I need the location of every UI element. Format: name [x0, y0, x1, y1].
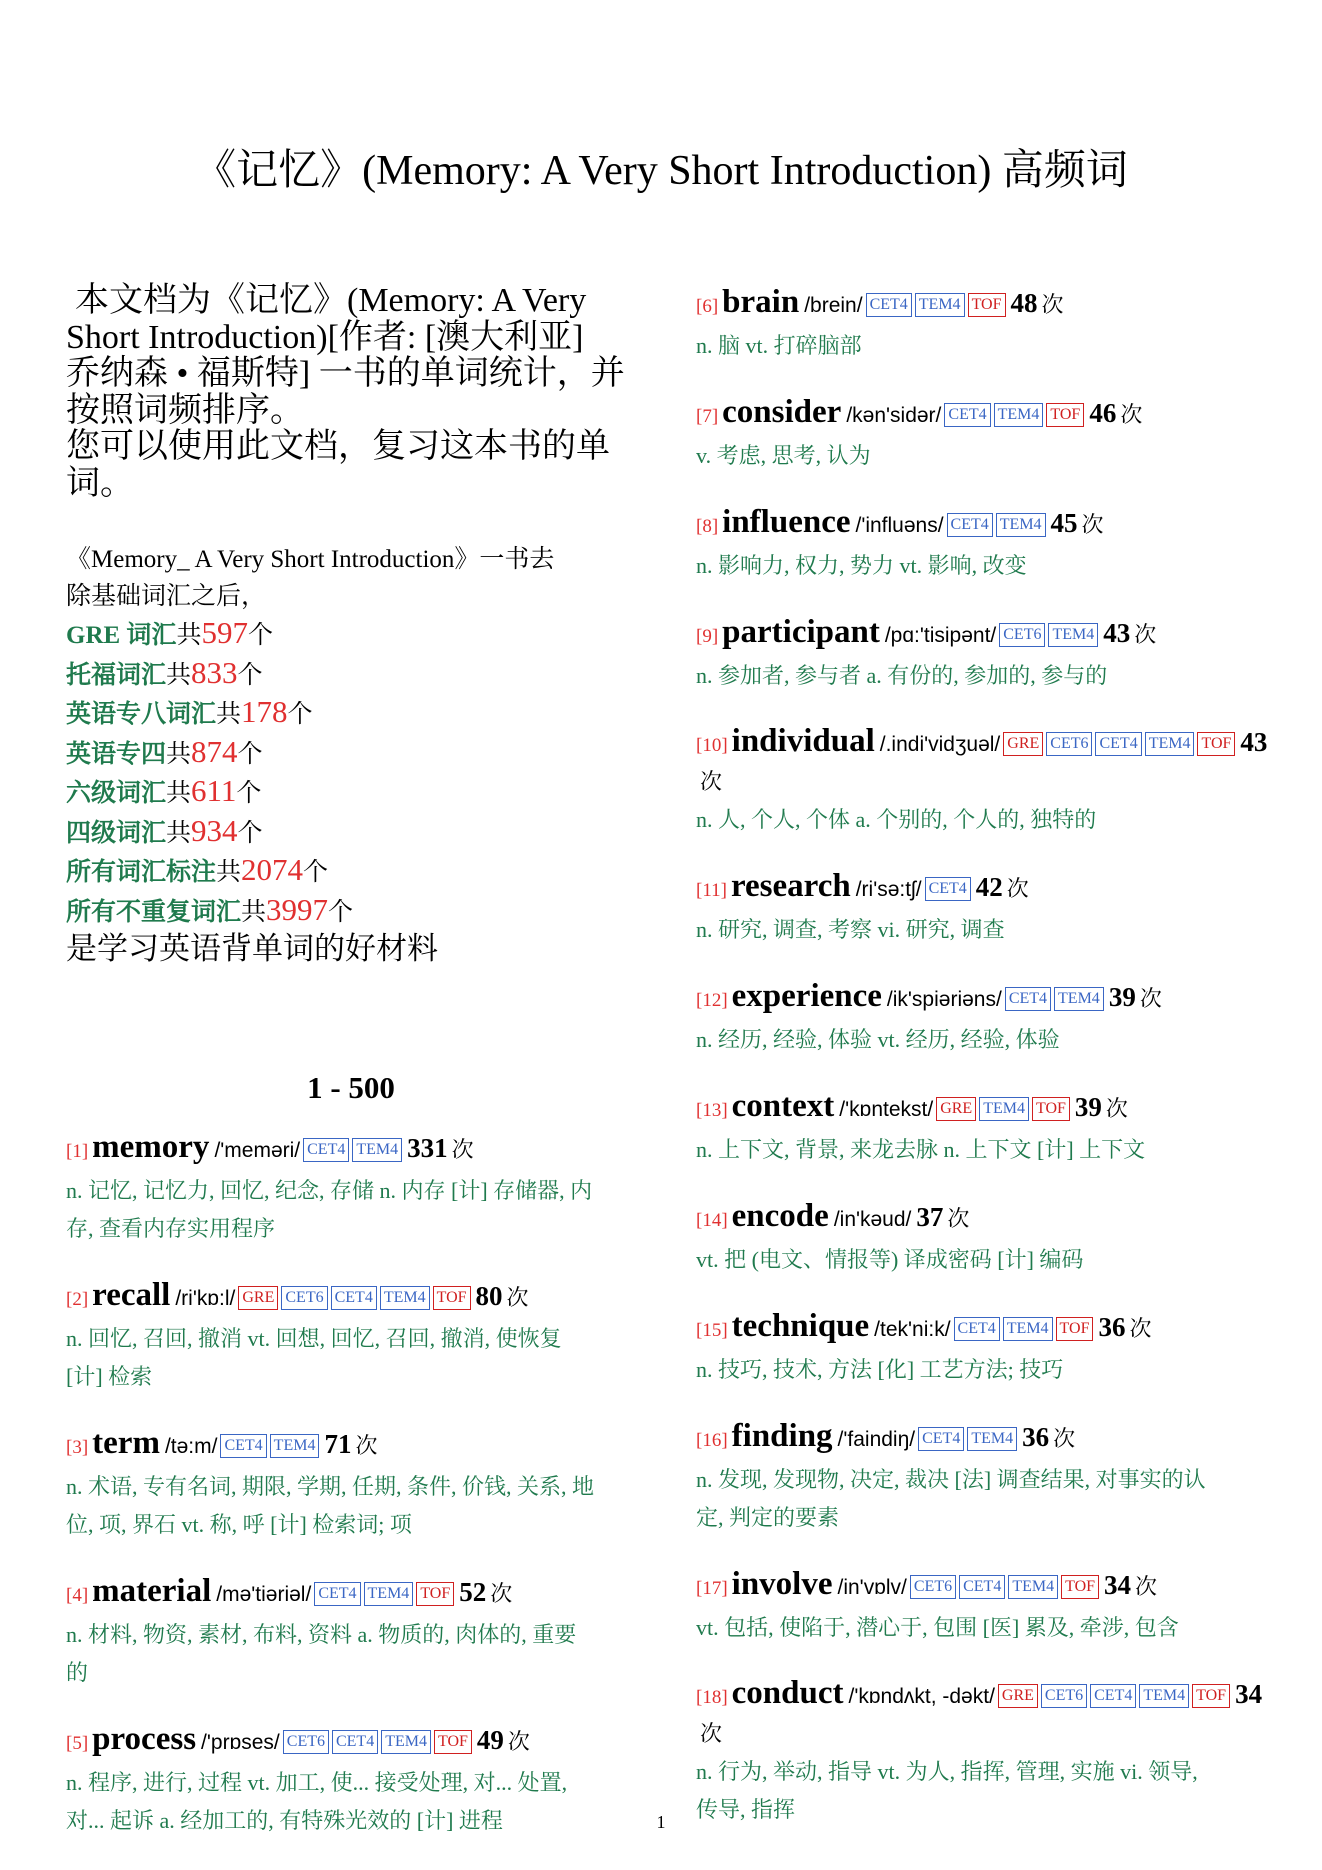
stat-label: 英语专四	[66, 740, 167, 768]
entry-count-unit: 次	[1139, 986, 1162, 1011]
entry-definition: n. 研究, 调查, 考察 vi. 研究, 调查	[696, 917, 1005, 942]
entry-word: involve	[731, 1566, 833, 1602]
entry-count-unit: 次	[1041, 292, 1064, 317]
entry-word: material	[92, 1572, 212, 1609]
exam-tag: CET6	[1041, 1684, 1087, 1708]
word-entry	[66, 1276, 636, 1395]
exam-tag: TEM4	[994, 403, 1044, 427]
stat-label: 所有词汇标注	[66, 859, 217, 886]
entry-definition: n. 发现, 发现物, 决定, 裁决 [法] 调查结果, 对事实的认	[696, 1467, 1206, 1492]
entry-index: [8]	[696, 516, 719, 537]
entry-word: memory	[92, 1128, 210, 1165]
exam-tag: CET4	[314, 1582, 360, 1606]
entry-head	[696, 283, 1276, 326]
word-entry	[696, 393, 1276, 474]
exam-tag: TOF	[1046, 403, 1084, 427]
exam-tag: TEM4	[979, 1097, 1029, 1121]
entry-head	[696, 723, 1276, 800]
entry-head	[66, 1128, 636, 1171]
word-entry	[66, 1128, 636, 1247]
entry-list-left	[66, 1128, 636, 1839]
exam-tag: TEM4	[1139, 1684, 1189, 1708]
entry-definition: n. 术语, 专有名词, 期限, 学期, 任期, 条件, 价钱, 关系, 地	[66, 1473, 595, 1499]
stat-unit: 个	[236, 780, 262, 807]
entry-index: [12]	[696, 990, 728, 1011]
entry-definition: n. 材料, 物资, 素材, 布料, 资料 a. 物质的, 肉体的, 重要	[66, 1621, 577, 1647]
entry-head	[696, 1675, 1276, 1752]
entry-pronunciation: /ri'sə:tʃ/	[855, 878, 922, 901]
entry-definition: [计] 检索	[66, 1363, 153, 1389]
stat-line	[66, 734, 636, 774]
stat-line	[66, 773, 636, 813]
exam-tag: TEM4	[1003, 1317, 1053, 1341]
entry-head	[696, 1417, 1276, 1460]
stat-connector: 共	[216, 859, 242, 886]
entry-index: [5]	[66, 1732, 89, 1754]
entry-word: experience	[731, 978, 882, 1014]
entry-count-unit: 次	[490, 1580, 513, 1606]
stat-unit: 个	[303, 859, 329, 886]
stat-unit: 个	[287, 701, 313, 728]
entry-count: 43	[1240, 727, 1268, 757]
entry-count: 42	[975, 872, 1003, 902]
exam-tag: CET4	[1090, 1684, 1136, 1708]
entry-index: [17]	[696, 1578, 728, 1599]
entry-count-unit: 次	[355, 1432, 378, 1458]
stat-count: 934	[191, 812, 238, 848]
right-column	[696, 283, 1276, 1857]
entry-count-unit: 次	[700, 1721, 723, 1746]
entry-count: 46	[1089, 398, 1117, 428]
exam-tag: GRE	[998, 1684, 1038, 1708]
stat-unit: 个	[237, 819, 263, 847]
exam-tag: TEM4	[270, 1434, 320, 1458]
entry-word: encode	[731, 1198, 829, 1234]
word-entry	[696, 1307, 1276, 1388]
word-entry	[696, 723, 1276, 838]
exam-tag: CET4	[220, 1434, 266, 1458]
exam-tag: TEM4	[380, 1286, 430, 1310]
exam-tag: CET4	[332, 1730, 378, 1754]
stat-list	[66, 615, 636, 931]
stat-unit: 个	[328, 898, 354, 926]
entry-count-unit: 次	[507, 1728, 530, 1754]
intro-line: 乔纳森 • 福斯特] 一书的单词统计，并	[66, 355, 625, 392]
entry-pronunciation: /tə:m/	[164, 1434, 218, 1458]
stat-connector: 共	[166, 819, 192, 847]
stat-connector: 共	[166, 780, 192, 807]
page-title: 《记忆》(Memory: A Very Short Introduction) 高频词	[194, 148, 1128, 194]
entry-definition: n. 经历, 经验, 体验 vt. 经历, 经验, 体验	[696, 1027, 1060, 1052]
entry-definition: vt. 把 (电文、情报等) 译成密码 [计] 编码	[696, 1247, 1084, 1272]
entry-count-unit: 次	[947, 1206, 970, 1231]
entry-index: [11]	[696, 880, 727, 901]
exam-tag: CET6	[910, 1575, 956, 1599]
entry-count-unit: 次	[1006, 876, 1029, 901]
intro-line: 您可以使用此文档，复习这本书的单	[66, 428, 610, 465]
entry-definition: vt. 包括, 使陷于, 潜心于, 包围 [医] 累及, 牵涉, 包含	[696, 1615, 1179, 1640]
word-entry	[696, 867, 1276, 948]
entry-count: 45	[1050, 508, 1078, 538]
entry-index: [1]	[66, 1140, 89, 1162]
intro-line: 词。	[66, 464, 134, 502]
entry-count: 49	[476, 1724, 504, 1755]
entry-index: [14]	[696, 1210, 728, 1231]
exam-tag: GRE	[238, 1286, 278, 1310]
entry-head	[696, 1087, 1276, 1130]
entry-word: consider	[722, 394, 842, 430]
entry-pronunciation: /'kɒndʌkt, -dəkt/	[848, 1685, 995, 1708]
entry-count-unit: 次	[1135, 1574, 1158, 1599]
entry-count: 331	[407, 1132, 448, 1163]
exam-tag: CET4	[944, 403, 990, 427]
entry-definition: n. 回忆, 召回, 撤消 vt. 回想, 回忆, 召回, 撤消, 使恢复	[66, 1325, 562, 1351]
entry-word: recall	[92, 1276, 171, 1313]
stat-unit: 个	[237, 740, 263, 768]
entry-count: 48	[1010, 288, 1038, 318]
entry-definition: 定, 判定的要素	[696, 1505, 840, 1530]
stat-label: GRE 词汇	[66, 622, 177, 649]
entry-count-unit: 次	[1081, 512, 1104, 537]
entry-pronunciation: /'faindiŋ/	[837, 1428, 916, 1451]
entry-index: [7]	[696, 406, 719, 427]
exam-tag: CET6	[999, 623, 1045, 647]
entry-count: 36	[1022, 1422, 1050, 1452]
exam-tag: TEM4	[1054, 987, 1104, 1011]
stat-label: 英语专八词汇	[66, 701, 217, 728]
entry-word: context	[731, 1088, 835, 1124]
exam-tag: CET4	[947, 513, 993, 537]
entry-word: term	[92, 1424, 160, 1461]
exam-tag: GRE	[1003, 732, 1043, 756]
exam-tag: TOF	[434, 1730, 472, 1754]
exam-tag: TOF	[1061, 1575, 1099, 1599]
exam-tag: CET6	[1046, 732, 1092, 756]
word-entry	[696, 503, 1276, 584]
entry-head	[66, 1276, 636, 1319]
vocab-stats	[66, 542, 636, 968]
exam-tag: TEM4	[1008, 1575, 1058, 1599]
entry-count-unit: 次	[1134, 622, 1157, 647]
entry-definition: 存, 查看内存实用程序	[66, 1215, 276, 1241]
entry-count: 39	[1108, 982, 1136, 1012]
entry-pronunciation: /tek'ni:k/	[874, 1318, 951, 1341]
exam-tag: TEM4	[364, 1582, 414, 1606]
stat-line	[66, 655, 636, 695]
exam-tag: TOF	[433, 1286, 471, 1310]
stats-tail: 是学习英语背单词的好材料	[66, 931, 438, 966]
stat-count: 597	[201, 615, 248, 650]
entry-definition: n. 参加者, 参与者 a. 有份的, 参加的, 参与的	[696, 663, 1108, 688]
stat-connector: 共	[166, 661, 192, 689]
stat-line	[66, 813, 636, 853]
entry-definition: 传导, 指挥	[696, 1797, 796, 1822]
entry-pronunciation: /in'vɒlv/	[837, 1576, 907, 1599]
intro-line: 本文档为《记忆》(Memory: A Very	[75, 282, 587, 319]
entry-pronunciation: /ri'kɒ:l/	[175, 1286, 236, 1310]
entry-head	[696, 613, 1276, 656]
entry-word: brain	[722, 284, 800, 320]
entry-pronunciation: /ik'spiəriəns/	[886, 988, 1002, 1011]
entry-word: participant	[722, 614, 880, 650]
exam-tag: CET4	[959, 1575, 1005, 1599]
stat-connector: 共	[166, 740, 192, 768]
entry-count-unit: 次	[1053, 1426, 1076, 1451]
entry-count: 52	[459, 1576, 487, 1607]
stat-count: 611	[191, 773, 237, 808]
word-entry	[66, 1424, 636, 1543]
stat-count: 833	[191, 654, 238, 690]
exam-tag: TEM4	[915, 293, 965, 317]
exam-tag: TEM4	[381, 1730, 431, 1754]
entry-index: [13]	[696, 1100, 728, 1121]
exam-tag: CET4	[954, 1317, 1000, 1341]
entry-definition: n. 记忆, 记忆力, 回忆, 纪念, 存储 n. 内存 [计] 存储器, 内	[66, 1177, 593, 1203]
entry-index: [9]	[696, 626, 719, 647]
word-entry	[696, 283, 1276, 364]
exam-tag: CET4	[303, 1138, 349, 1162]
exam-tag: CET4	[925, 877, 971, 901]
entry-definition: 位, 项, 界石 vt. 称, 呼 [计] 检索词; 项	[66, 1511, 412, 1537]
entry-count-unit: 次	[1129, 1316, 1152, 1341]
word-entry	[696, 613, 1276, 694]
exam-tag: CET4	[1005, 987, 1051, 1011]
exam-tag: TOF	[1032, 1097, 1070, 1121]
word-entry	[696, 1417, 1276, 1536]
left-column	[66, 283, 636, 1868]
exam-tag: TEM4	[967, 1427, 1017, 1451]
entry-word: influence	[722, 504, 851, 540]
entry-count-unit: 次	[506, 1284, 529, 1310]
entry-count: 80	[475, 1280, 503, 1311]
entry-definition: n. 程序, 进行, 过程 vt. 加工, 使... 接受处理, 对... 处置,	[66, 1769, 568, 1795]
word-entry	[66, 1572, 636, 1691]
entry-definition: n. 影响力, 权力, 势力 vt. 影响, 改变	[696, 553, 1027, 578]
entry-index: [15]	[696, 1320, 728, 1341]
entry-count: 43	[1103, 618, 1131, 648]
stat-label: 托福词汇	[66, 661, 167, 689]
entry-word: technique	[731, 1308, 870, 1344]
entry-count-unit: 次	[1120, 402, 1143, 427]
word-entry	[696, 1197, 1276, 1278]
entry-head	[696, 1565, 1276, 1608]
stat-line	[66, 892, 636, 932]
entry-count: 34	[1235, 1679, 1263, 1709]
entry-head	[696, 977, 1276, 1020]
entry-count: 34	[1104, 1570, 1132, 1600]
stat-count: 3997	[266, 891, 329, 927]
entry-definition: n. 脑 vt. 打碎脑部	[696, 333, 862, 358]
exam-tag: TOF	[968, 293, 1006, 317]
entry-pronunciation: /kən'sidər/	[846, 404, 942, 427]
stats-intro-line: 除基础词汇之后，	[66, 582, 267, 610]
entry-list-right	[696, 283, 1276, 1828]
entry-count: 36	[1098, 1312, 1126, 1342]
exam-tag: CET6	[283, 1730, 329, 1754]
exam-tag: TOF	[1056, 1317, 1094, 1341]
stat-connector: 共	[241, 898, 267, 926]
entry-head	[696, 867, 1276, 910]
intro-line: Short Introduction)[作者: [澳大利亚]	[66, 318, 584, 356]
entry-index: [6]	[696, 296, 719, 317]
page-number: 1	[656, 1812, 666, 1832]
exam-tag: TOF	[1197, 732, 1235, 756]
stat-connector: 共	[216, 701, 242, 728]
entry-head	[696, 1197, 1276, 1240]
stat-count: 178	[241, 694, 288, 729]
entry-definition: n. 人, 个人, 个体 a. 个别的, 个人的, 独特的	[696, 807, 1097, 832]
entry-definition: n. 上下文, 背景, 来龙去脉 n. 上下文 [计] 上下文	[696, 1137, 1146, 1162]
entry-count-unit: 次	[451, 1136, 474, 1162]
entry-pronunciation: /'meməri/	[214, 1138, 301, 1162]
entry-head	[66, 1572, 636, 1615]
word-entry	[696, 1087, 1276, 1168]
range-heading: 1 - 500	[307, 1069, 395, 1105]
exam-tag: CET6	[281, 1286, 327, 1310]
stat-label: 四级词汇	[66, 819, 167, 847]
entry-pronunciation: /in'kəud/	[833, 1208, 912, 1231]
intro-paragraph	[66, 283, 636, 502]
stat-line	[66, 852, 636, 892]
entry-index: [4]	[66, 1584, 89, 1606]
stats-intro-line: 《Memory_ A Very Short Introduction》一书去	[66, 546, 555, 573]
exam-tag: TEM4	[996, 513, 1046, 537]
word-entry	[696, 1675, 1276, 1828]
entry-definition: 的	[66, 1659, 89, 1685]
entry-word: individual	[731, 723, 875, 759]
entry-head	[696, 503, 1276, 546]
exam-tag: TEM4	[352, 1138, 402, 1162]
entry-definition: n. 行为, 举动, 指导 vt. 为人, 指挥, 管理, 实施 vi. 领导,	[696, 1759, 1198, 1784]
entry-count: 37	[916, 1202, 944, 1232]
stat-label: 六级词汇	[66, 780, 167, 807]
word-entry	[696, 1565, 1276, 1646]
entry-head	[66, 1424, 636, 1467]
entry-pronunciation: /'influəns/	[855, 514, 944, 537]
entry-word: research	[730, 868, 851, 904]
exam-tag: TOF	[416, 1582, 454, 1606]
stat-unit: 个	[247, 622, 273, 649]
word-entry	[696, 977, 1276, 1058]
stat-line	[66, 694, 636, 734]
entry-word: finding	[731, 1418, 833, 1454]
stat-count: 874	[191, 733, 238, 769]
exam-tag: CET4	[918, 1427, 964, 1451]
entry-pronunciation: /pɑ:'tisipənt/	[884, 624, 997, 647]
entry-word: conduct	[731, 1675, 844, 1711]
entry-head	[696, 1307, 1276, 1350]
entry-pronunciation: /'kɒntekst/	[839, 1098, 934, 1121]
exam-tag: CET4	[866, 293, 912, 317]
intro-line: 按照词频排序。	[66, 391, 304, 429]
entry-index: [16]	[696, 1430, 728, 1451]
entry-pronunciation: /.indi'vidʒuəl/	[879, 733, 1001, 756]
stat-connector: 共	[176, 622, 202, 649]
entry-count: 71	[324, 1428, 352, 1459]
stat-count: 2074	[241, 852, 304, 887]
entry-head	[66, 1720, 636, 1763]
stat-label: 所有不重复词汇	[66, 898, 242, 926]
entry-definition: v. 考虑, 思考, 认为	[696, 443, 871, 468]
entry-index: [10]	[696, 735, 728, 756]
entry-pronunciation: /'prɒses/	[201, 1730, 280, 1754]
stat-line	[66, 615, 636, 655]
entry-index: [18]	[696, 1687, 728, 1708]
entry-index: [3]	[66, 1436, 89, 1458]
entry-index: [2]	[66, 1288, 89, 1310]
entry-definition: 对... 起诉 a. 经加工的, 有特殊光效的 [计] 进程	[66, 1807, 503, 1833]
entry-count: 39	[1074, 1092, 1102, 1122]
entry-count-unit: 次	[700, 769, 723, 794]
exam-tag: TEM4	[1145, 732, 1195, 756]
entry-pronunciation: /mə'tiəriəl/	[216, 1582, 312, 1606]
entry-head	[696, 393, 1276, 436]
exam-tag: TOF	[1192, 1684, 1230, 1708]
entry-definition: n. 技巧, 技术, 方法 [化] 工艺方法; 技巧	[696, 1357, 1064, 1382]
exam-tag: GRE	[936, 1097, 976, 1121]
exam-tag: TEM4	[1048, 623, 1098, 647]
exam-tag: CET4	[331, 1286, 377, 1310]
exam-tag: CET4	[1095, 732, 1141, 756]
entry-word: process	[92, 1720, 197, 1757]
entry-count-unit: 次	[1105, 1096, 1128, 1121]
stat-unit: 个	[237, 661, 263, 689]
entry-pronunciation: /brein/	[804, 294, 863, 317]
